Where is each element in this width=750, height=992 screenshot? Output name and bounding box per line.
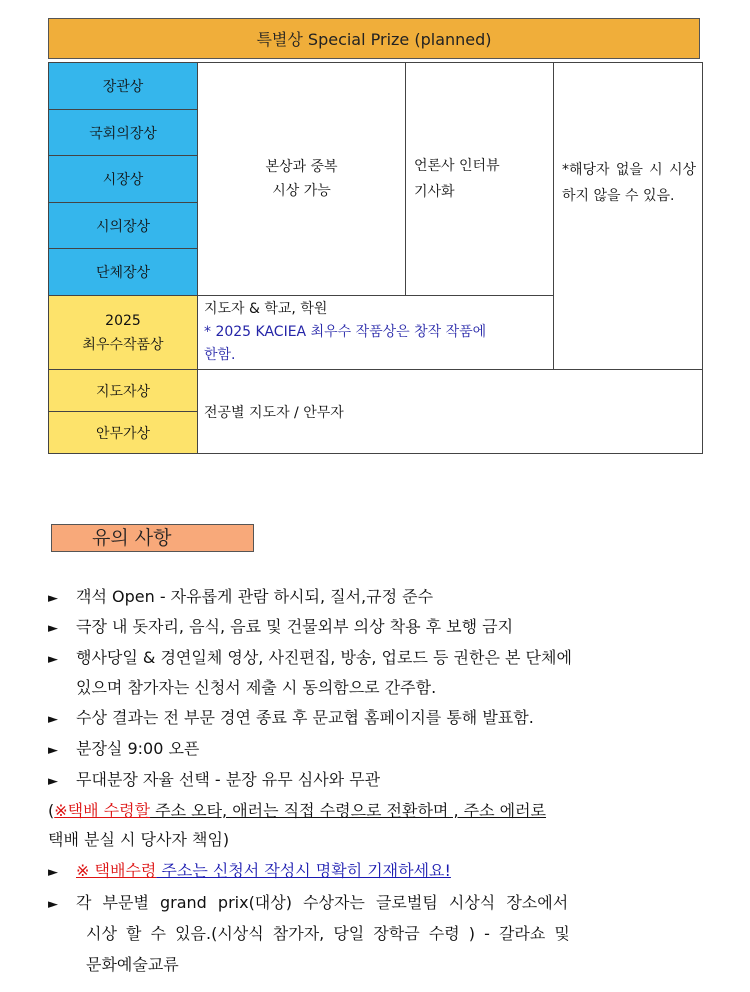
duplicate-award-line1: 본상과 중복	[265, 159, 338, 175]
interview-line2: 기사화	[414, 184, 455, 200]
right-triangle-icon: ►	[48, 621, 58, 636]
right-triangle-icon: ►	[48, 743, 58, 758]
right-triangle-icon: ►	[48, 897, 58, 912]
duplicate-award-line2: 시상 가능	[272, 183, 331, 199]
delivery-warning-label: ※택배 수령할	[54, 801, 151, 820]
teacher-award-detail: 전공별 지도자 / 안무자	[198, 370, 703, 454]
special-prize-title	[48, 18, 700, 59]
best-work-name: 최우수작품상	[82, 336, 164, 353]
address-warning-label: ※ 택배수령	[76, 861, 157, 880]
list-item	[48, 858, 451, 881]
list-item: ► 행사당일 & 경연일체 영상, 사진편집, 방송, 업로드 등 권한은 본 단체에	[48, 648, 572, 667]
list-item-continuation: 시상 할 수 있음.(시상식 참가자, 당일 장학금 수령 ) - 갈라쇼 및	[86, 924, 570, 943]
best-work-eligibility: 지도자 & 학교, 학원	[204, 301, 328, 317]
best-work-detail	[198, 296, 554, 370]
list-item: ► 수상 결과는 전 부문 경연 종료 후 문교협 홈페이지를 통해 발표함.	[48, 708, 534, 727]
list-item: ► 각 부문별 grand prix(대상) 수상자는 글로벌팀 시상식 장소에서	[48, 893, 569, 912]
award-council-chair: 시의장상	[49, 203, 198, 249]
right-triangle-icon: ►	[48, 652, 58, 667]
best-work-note-line1: * 2025 KACIEA 최우수 작품상은 창작 작품에	[204, 324, 487, 340]
best-work-year: 2025	[105, 312, 141, 329]
teacher-award: 지도자상	[49, 370, 198, 412]
best-work-award-label	[49, 296, 198, 370]
list-item: ► 분장실 9:00 오픈	[48, 739, 200, 758]
notice-section-title: 유의 사항	[51, 524, 254, 552]
right-triangle-icon: ►	[48, 865, 58, 880]
delivery-notice: (※택배 수령할 주소 오타, 애러는 직접 수령으로 전환하며 , 주소 에러로	[48, 801, 547, 820]
award-organization-head: 단체장상	[49, 249, 198, 296]
right-triangle-icon: ►	[48, 591, 58, 606]
list-item-continuation: 있으며 참가자는 신청서 제출 시 동의함으로 간주함.	[76, 678, 437, 697]
interview-cell	[406, 63, 554, 296]
list-item-continuation: 문화예술교류	[86, 955, 179, 974]
list-item: ► 무대분장 자율 선택 - 분장 유무 심사와 무관	[48, 770, 381, 789]
award-assembly-speaker: 국회의장상	[49, 110, 198, 156]
special-prize-title-text: 특별상 Special Prize (planned)	[256, 30, 492, 49]
award-mayor: 시장상	[49, 156, 198, 203]
award-minister: 장관상	[49, 63, 198, 110]
list-item: ► 객석 Open - 자유롭게 관람 하시되, 질서,규정 준수	[48, 587, 434, 606]
list-item: ► 극장 내 돗자리, 음식, 음료 및 건물외부 의상 착용 후 보행 금지	[48, 617, 514, 636]
address-warning-text: 주소는 신청서 작성시 명확히 기재하세요!	[156, 861, 451, 880]
award-table	[48, 62, 703, 454]
no-winner-note: *해당자 없을 시 시상 하지 않을 수 있음.	[554, 63, 703, 370]
right-triangle-icon: ►	[48, 712, 58, 727]
duplicate-award-cell	[198, 63, 406, 296]
right-triangle-icon: ►	[48, 774, 58, 789]
interview-line1: 언론사 인터뷰	[414, 158, 500, 174]
choreographer-award: 안무가상	[49, 412, 198, 454]
best-work-note-line2: 한함.	[204, 347, 236, 363]
delivery-notice-continuation: 택배 분실 시 당사자 책임)	[48, 830, 230, 849]
